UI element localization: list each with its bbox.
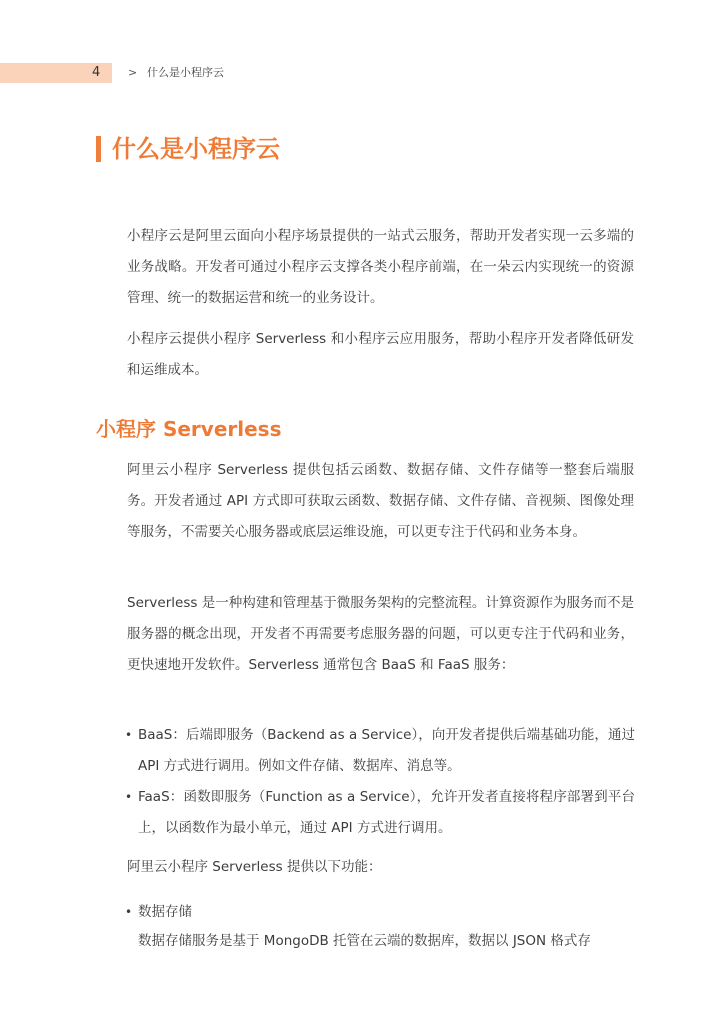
bullet-baas-text: BaaS：后端即服务（Backend as a Service），向开发者提供后端基础功能，通过 API 方式进行调用。例如文件存储、数据库、消息等。 bbox=[138, 727, 635, 774]
feature-title: 数据存储 bbox=[138, 904, 192, 920]
serverless-paragraph-2: Serverless 是一种构建和管理基于微服务架构的完整流程。计算资源作为服务而不是服务器的概念出现，开发者不再需要考虑服务器的问题，可以更专注于代码和业务，更快速地开发软件。Serverless 通常包含 BaaS 和 FaaS 服务： bbox=[127, 595, 634, 673]
intro-paragraph-1: 小程序云是阿里云面向小程序场景提供的一站式云服务，帮助开发者实现一云多端的业务战略。开发者可通过小程序云支撑各类小程序前端，在一朵云内实现统一的资源管理、统一的数据运营和统一的业务设计。 bbox=[127, 228, 634, 306]
list-item bbox=[125, 897, 635, 928]
feature-description: 数据存储服务是基于 MongoDB 托管在云端的数据库，数据以 JSON 格式存 bbox=[138, 933, 591, 949]
bullet-icon: • bbox=[125, 905, 133, 919]
bullet-icon: • bbox=[125, 790, 133, 804]
page-number: 4 bbox=[92, 65, 101, 80]
list-item bbox=[125, 720, 635, 782]
subsection-title: 小程序 Serverless bbox=[96, 417, 282, 441]
section-title: 什么是小程序云 bbox=[112, 135, 280, 163]
serverless-paragraph-1: 阿里云小程序 Serverless 提供包括云函数、数据存储、文件存储等一整套后端服务。开发者通过 API 方式即可获取云函数、数据存储、文件存储、音视频、图像处理等服务，不需要关心服务器或底层运维设施，可以更专注于代码和业务本身。 bbox=[127, 462, 634, 540]
list-item bbox=[125, 782, 635, 844]
breadcrumb-separator: > bbox=[128, 66, 138, 79]
intro-paragraph-2: 小程序云提供小程序 Serverless 和小程序云应用服务，帮助小程序开发者降低研发和运维成本。 bbox=[127, 331, 634, 378]
features-intro: 阿里云小程序 Serverless 提供以下功能： bbox=[127, 859, 382, 875]
breadcrumb: 什么是小程序云 bbox=[147, 66, 224, 79]
bullet-faas-text: FaaS：函数即服务（Function as a Service），允许开发者直接将程序部署到平台上，以函数作为最小单元，通过 API 方式进行调用。 bbox=[138, 789, 635, 836]
heading-accent-bar bbox=[96, 136, 101, 162]
bullet-icon: • bbox=[125, 728, 133, 742]
